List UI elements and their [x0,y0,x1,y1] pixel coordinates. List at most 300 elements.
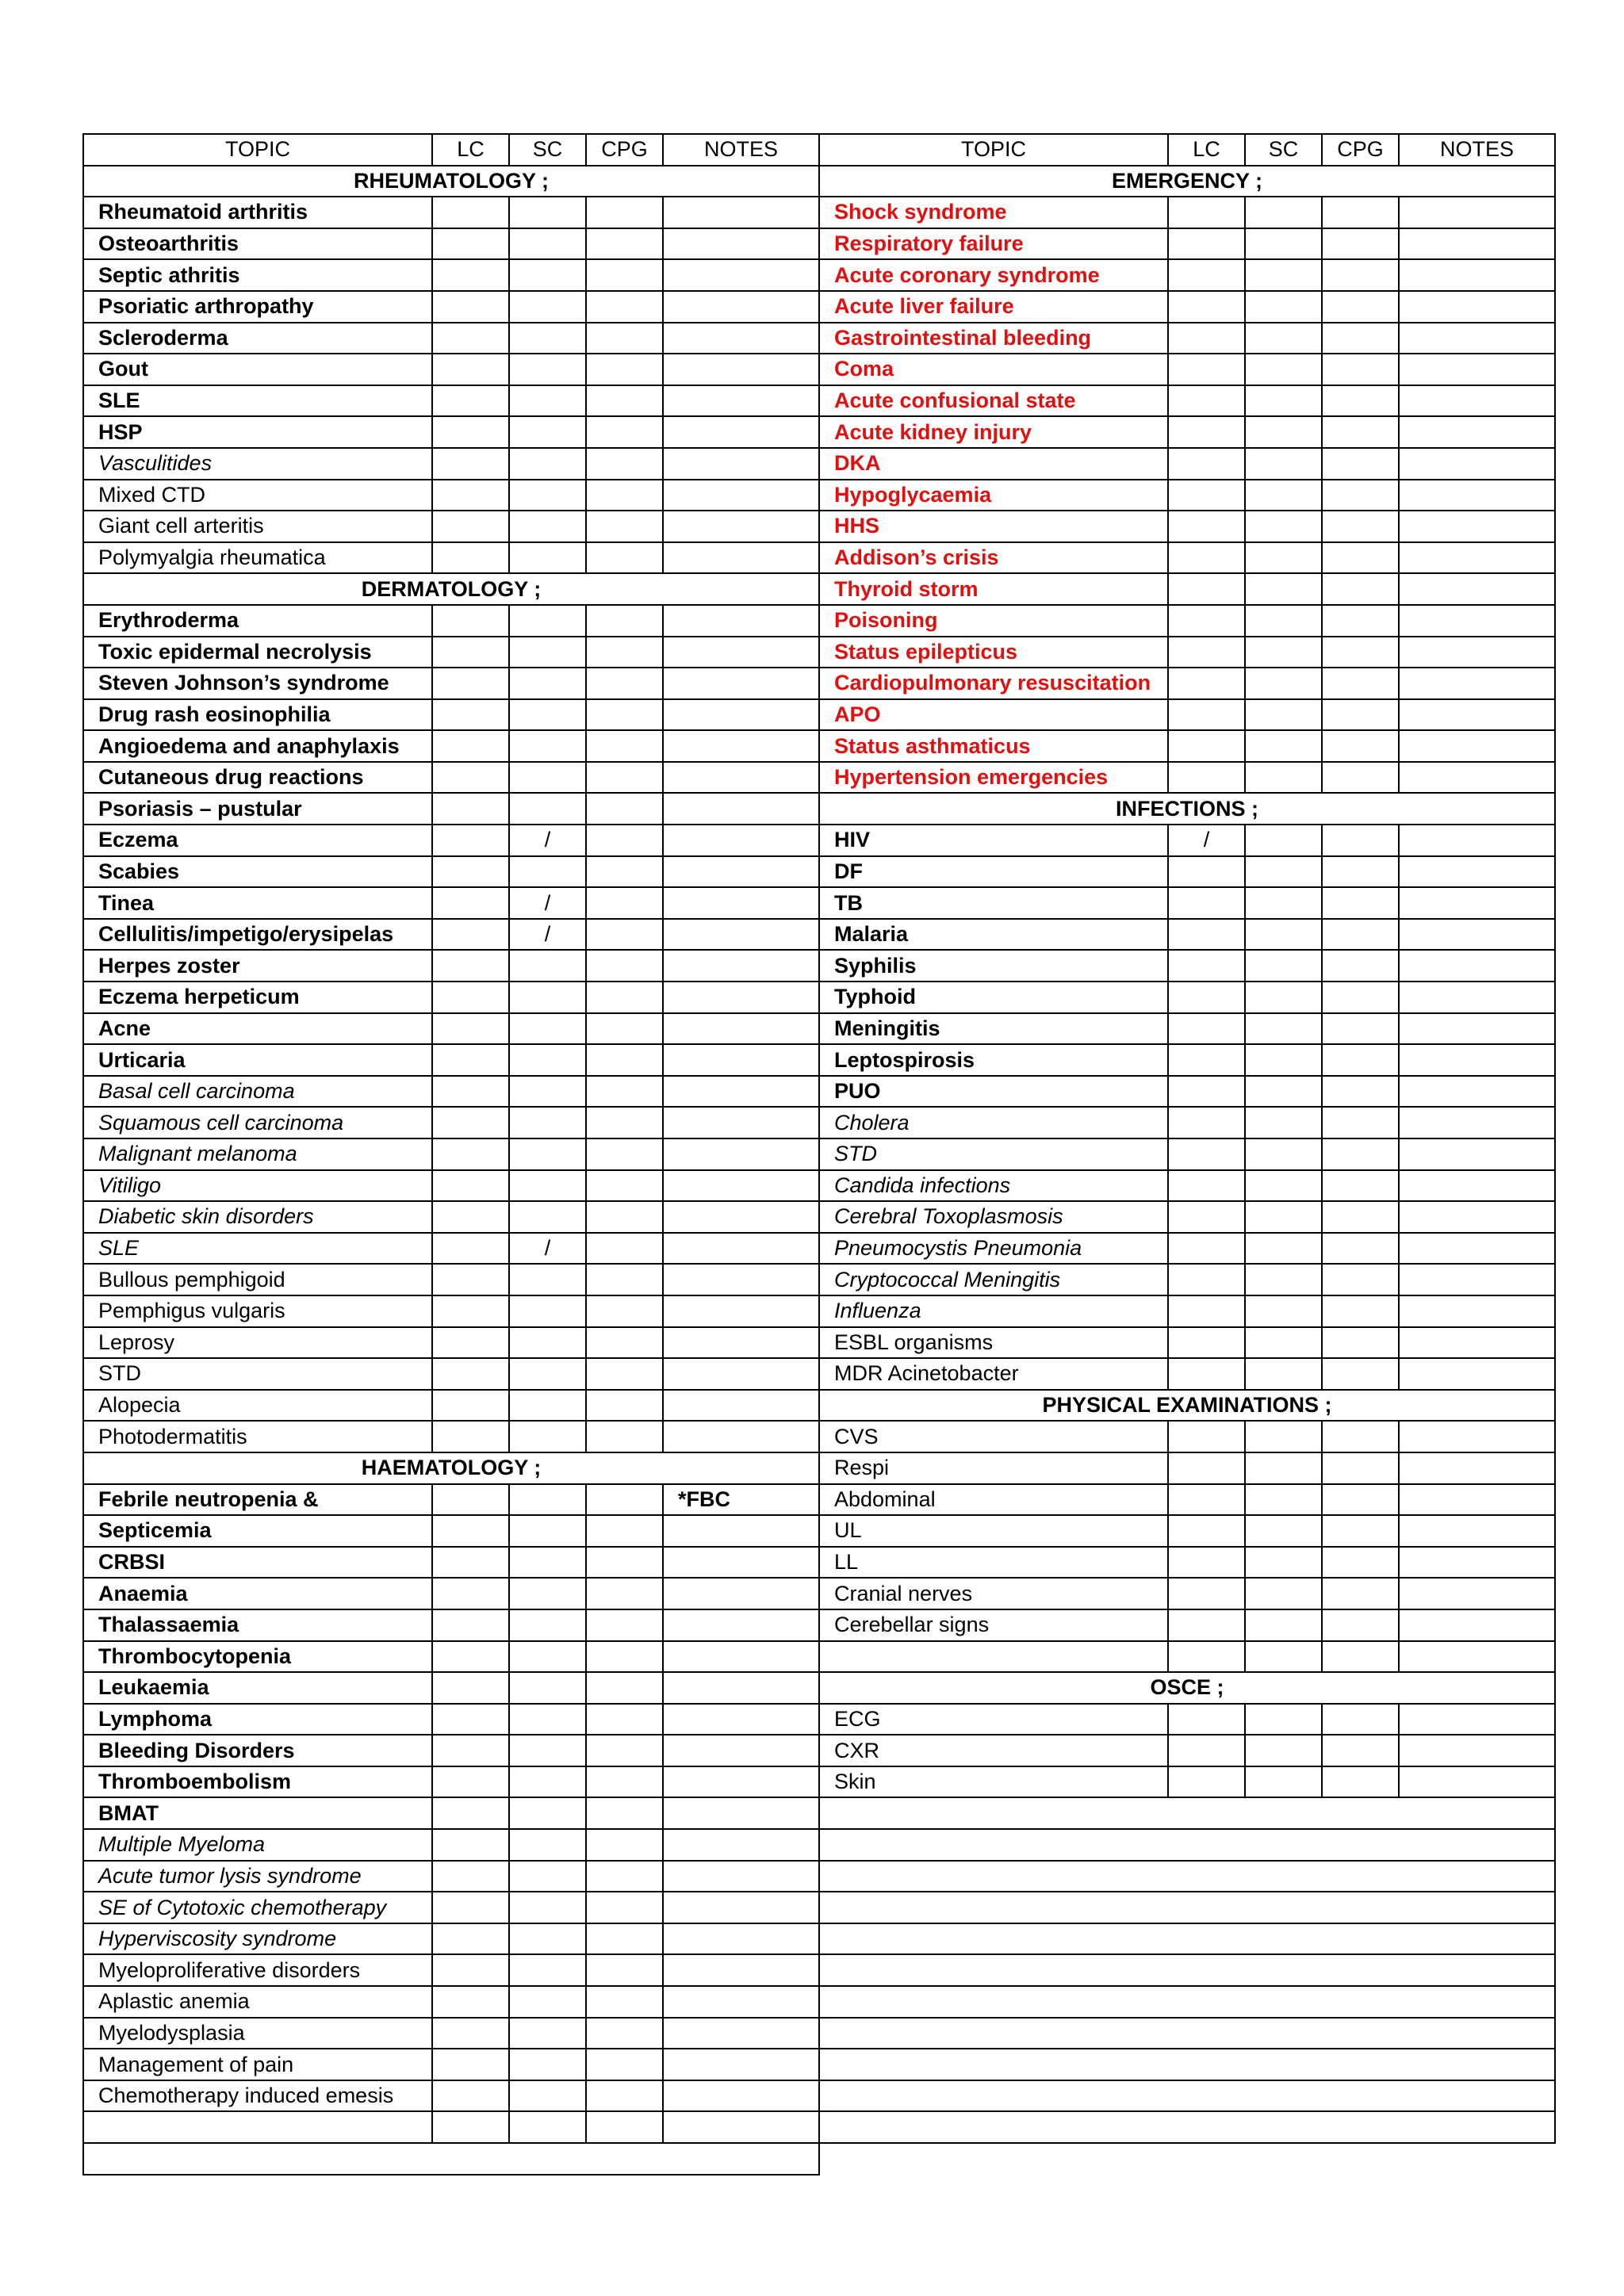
cpg-checkbox-cell-left[interactable] [586,291,663,323]
cpg-checkbox-cell-right[interactable] [1322,1452,1399,1484]
cpg-checkbox-cell-left[interactable] [586,605,663,637]
cpg-checkbox-cell-right[interactable] [1322,1044,1399,1076]
lc-checkbox-cell-right[interactable] [1168,573,1245,605]
lc-checkbox-cell-left[interactable] [432,762,509,794]
notes-cell-right[interactable] [1399,762,1555,794]
notes-cell-left[interactable] [663,1107,819,1138]
cpg-checkbox-cell-right[interactable] [1322,1264,1399,1295]
cpg-checkbox-cell-right[interactable] [1322,1138,1399,1170]
sc-checkbox-cell-left[interactable] [509,2049,586,2080]
lc-checkbox-cell-right[interactable] [1168,416,1245,448]
sc-checkbox-cell-left[interactable]: / [509,825,586,856]
sc-checkbox-cell-left[interactable] [509,1954,586,1986]
sc-checkbox-cell-left[interactable] [509,1076,586,1108]
notes-cell-left[interactable] [663,259,819,291]
notes-cell-left[interactable] [663,730,819,762]
lc-checkbox-cell-right[interactable] [1168,1452,1245,1484]
sc-checkbox-cell-right[interactable] [1245,1107,1322,1138]
notes-cell-left[interactable]: *FBC [663,1484,819,1516]
sc-checkbox-cell-right[interactable] [1245,573,1322,605]
cpg-checkbox-cell-left[interactable] [586,950,663,982]
sc-checkbox-cell-left[interactable] [509,1515,586,1547]
sc-checkbox-cell-left[interactable] [509,950,586,982]
sc-checkbox-cell-left[interactable] [509,605,586,637]
sc-checkbox-cell-left[interactable] [509,480,586,511]
notes-cell-right[interactable] [1399,1484,1555,1516]
cpg-checkbox-cell-left[interactable] [586,825,663,856]
sc-checkbox-cell-right[interactable] [1245,699,1322,731]
sc-checkbox-cell-left[interactable] [509,730,586,762]
notes-cell-left[interactable] [663,1797,819,1829]
lc-checkbox-cell-left[interactable] [432,448,509,480]
sc-checkbox-cell-right[interactable] [1245,1358,1322,1390]
lc-checkbox-cell-left[interactable] [432,1233,509,1265]
sc-checkbox-cell-left[interactable] [509,699,586,731]
notes-cell-left[interactable] [663,2018,819,2049]
notes-cell-left[interactable] [663,354,819,385]
sc-checkbox-cell-left[interactable] [509,1390,586,1422]
sc-checkbox-cell-left[interactable] [509,416,586,448]
sc-checkbox-cell-right[interactable] [1245,856,1322,888]
cpg-checkbox-cell-right[interactable] [1322,385,1399,417]
notes-cell-right[interactable] [1399,511,1555,542]
notes-cell-right[interactable] [1399,228,1555,260]
cpg-checkbox-cell-left[interactable] [586,1484,663,1516]
lc-checkbox-cell-left[interactable] [432,480,509,511]
notes-cell-right[interactable] [1399,1107,1555,1138]
lc-checkbox-cell-right[interactable] [1168,1264,1245,1295]
notes-cell-left[interactable] [663,1138,819,1170]
sc-checkbox-cell-left[interactable] [509,1013,586,1045]
cpg-checkbox-cell-right[interactable] [1322,1704,1399,1735]
cpg-checkbox-cell-right[interactable] [1322,699,1399,731]
notes-cell-left[interactable] [663,385,819,417]
lc-checkbox-cell-left[interactable] [432,1107,509,1138]
notes-cell-right[interactable] [1399,919,1555,951]
sc-checkbox-cell-right[interactable] [1245,1201,1322,1233]
lc-checkbox-cell-left[interactable] [432,1013,509,1045]
sc-checkbox-cell-right[interactable] [1245,1735,1322,1766]
lc-checkbox-cell-right[interactable] [1168,1107,1245,1138]
sc-checkbox-cell-left[interactable] [509,1578,586,1609]
sc-checkbox-cell-right[interactable] [1245,1484,1322,1516]
cpg-checkbox-cell-right[interactable] [1322,448,1399,480]
sc-checkbox-cell-left[interactable] [509,1547,586,1578]
cpg-checkbox-cell-right[interactable] [1322,1076,1399,1108]
sc-checkbox-cell-right[interactable] [1245,259,1322,291]
lc-checkbox-cell-right[interactable] [1168,1170,1245,1202]
lc-checkbox-cell-right[interactable] [1168,1076,1245,1108]
cpg-checkbox-cell-left[interactable] [586,1515,663,1547]
lc-checkbox-cell-right[interactable] [1168,1138,1245,1170]
sc-checkbox-cell-left[interactable] [509,1484,586,1516]
sc-checkbox-cell-left[interactable] [509,2111,586,2143]
lc-checkbox-cell-left[interactable] [432,1766,509,1798]
cpg-checkbox-cell-left[interactable] [586,730,663,762]
cpg-checkbox-cell-left[interactable] [586,1390,663,1422]
notes-cell-right[interactable] [1399,197,1555,228]
notes-cell-right[interactable] [1399,1201,1555,1233]
lc-checkbox-cell-left[interactable] [432,887,509,919]
notes-cell-left[interactable] [663,637,819,668]
notes-cell-left[interactable] [663,1515,819,1547]
sc-checkbox-cell-right[interactable] [1245,1044,1322,1076]
sc-checkbox-cell-right[interactable] [1245,1452,1322,1484]
notes-cell-left[interactable] [663,762,819,794]
sc-checkbox-cell-left[interactable] [509,1327,586,1359]
cpg-checkbox-cell-right[interactable] [1322,323,1399,354]
sc-checkbox-cell-left[interactable] [509,1861,586,1892]
sc-checkbox-cell-right[interactable] [1245,416,1322,448]
notes-cell-left[interactable] [663,793,819,825]
cpg-checkbox-cell-left[interactable] [586,1013,663,1045]
sc-checkbox-cell-right[interactable] [1245,637,1322,668]
lc-checkbox-cell-left[interactable] [432,1892,509,1923]
sc-checkbox-cell-right[interactable] [1245,385,1322,417]
sc-checkbox-cell-right[interactable] [1245,762,1322,794]
sc-checkbox-cell-right[interactable] [1245,1766,1322,1798]
sc-checkbox-cell-right[interactable] [1245,197,1322,228]
sc-checkbox-cell-right[interactable] [1245,825,1322,856]
lc-checkbox-cell-right[interactable] [1168,1641,1245,1673]
cpg-checkbox-cell-right[interactable] [1322,197,1399,228]
cpg-checkbox-cell-right[interactable] [1322,1233,1399,1265]
sc-checkbox-cell-left[interactable] [509,1986,586,2018]
sc-checkbox-cell-left[interactable] [509,1044,586,1076]
notes-cell-left[interactable] [663,1861,819,1892]
lc-checkbox-cell-left[interactable] [432,1264,509,1295]
sc-checkbox-cell-left[interactable] [509,1704,586,1735]
cpg-checkbox-cell-left[interactable] [586,919,663,951]
notes-cell-left[interactable] [663,323,819,354]
notes-cell-right[interactable] [1399,950,1555,982]
sc-checkbox-cell-left[interactable] [509,228,586,260]
cpg-checkbox-cell-right[interactable] [1322,637,1399,668]
cpg-checkbox-cell-right[interactable] [1322,511,1399,542]
notes-cell-right[interactable] [1399,448,1555,480]
notes-cell-left[interactable] [663,1735,819,1766]
cpg-checkbox-cell-right[interactable] [1322,825,1399,856]
lc-checkbox-cell-right[interactable] [1168,1609,1245,1641]
notes-cell-left[interactable] [663,1358,819,1390]
sc-checkbox-cell-left[interactable] [509,259,586,291]
notes-cell-left[interactable] [663,2080,819,2112]
sc-checkbox-cell-right[interactable] [1245,1327,1322,1359]
notes-cell-left[interactable] [663,1672,819,1704]
sc-checkbox-cell-left[interactable] [509,542,586,574]
cpg-checkbox-cell-left[interactable] [586,354,663,385]
sc-checkbox-cell-left[interactable] [509,1766,586,1798]
notes-cell-left[interactable] [663,1578,819,1609]
notes-cell-right[interactable] [1399,1547,1555,1578]
lc-checkbox-cell-left[interactable] [432,856,509,888]
sc-checkbox-cell-left[interactable] [509,1641,586,1673]
notes-cell-left[interactable] [663,228,819,260]
cpg-checkbox-cell-left[interactable] [586,1797,663,1829]
cpg-checkbox-cell-right[interactable] [1322,982,1399,1013]
notes-cell-right[interactable] [1399,1609,1555,1641]
notes-cell-left[interactable] [663,2111,819,2143]
lc-checkbox-cell-left[interactable] [432,1138,509,1170]
notes-cell-right[interactable] [1399,1704,1555,1735]
notes-cell-left[interactable] [663,1390,819,1422]
sc-checkbox-cell-left[interactable] [509,511,586,542]
lc-checkbox-cell-left[interactable] [432,2018,509,2049]
lc-checkbox-cell-right[interactable] [1168,448,1245,480]
lc-checkbox-cell-right[interactable] [1168,542,1245,574]
notes-cell-left[interactable] [663,1264,819,1295]
lc-checkbox-cell-left[interactable] [432,730,509,762]
cpg-checkbox-cell-left[interactable] [586,1547,663,1578]
sc-checkbox-cell-right[interactable] [1245,511,1322,542]
sc-checkbox-cell-left[interactable] [509,197,586,228]
sc-checkbox-cell-right[interactable] [1245,605,1322,637]
lc-checkbox-cell-right[interactable] [1168,1547,1245,1578]
lc-checkbox-cell-left[interactable] [432,1578,509,1609]
notes-cell-left[interactable] [663,2049,819,2080]
cpg-checkbox-cell-left[interactable] [586,542,663,574]
cpg-checkbox-cell-left[interactable] [586,1923,663,1955]
cpg-checkbox-cell-right[interactable] [1322,605,1399,637]
cpg-checkbox-cell-left[interactable] [586,1170,663,1202]
lc-checkbox-cell-left[interactable] [432,825,509,856]
cpg-checkbox-cell-left[interactable] [586,1735,663,1766]
cpg-checkbox-cell-left[interactable] [586,1578,663,1609]
notes-cell-right[interactable] [1399,291,1555,323]
sc-checkbox-cell-right[interactable] [1245,448,1322,480]
cpg-checkbox-cell-left[interactable] [586,1986,663,2018]
sc-checkbox-cell-right[interactable] [1245,1264,1322,1295]
notes-cell-left[interactable] [663,291,819,323]
sc-checkbox-cell-left[interactable] [509,762,586,794]
cpg-checkbox-cell-left[interactable] [586,2018,663,2049]
cpg-checkbox-cell-right[interactable] [1322,1295,1399,1327]
sc-checkbox-cell-left[interactable] [509,323,586,354]
sc-checkbox-cell-left[interactable] [509,1358,586,1390]
notes-cell-left[interactable] [663,1170,819,1202]
lc-checkbox-cell-left[interactable] [432,950,509,982]
sc-checkbox-cell-left[interactable] [509,1797,586,1829]
notes-cell-right[interactable] [1399,259,1555,291]
sc-checkbox-cell-left[interactable]: / [509,919,586,951]
cpg-checkbox-cell-left[interactable] [586,1044,663,1076]
cpg-checkbox-cell-left[interactable] [586,699,663,731]
sc-checkbox-cell-left[interactable] [509,1672,586,1704]
lc-checkbox-cell-right[interactable] [1168,1766,1245,1798]
sc-checkbox-cell-right[interactable] [1245,480,1322,511]
cpg-checkbox-cell-right[interactable] [1322,259,1399,291]
cpg-checkbox-cell-left[interactable] [586,1295,663,1327]
notes-cell-left[interactable] [663,1766,819,1798]
lc-checkbox-cell-right[interactable] [1168,228,1245,260]
lc-checkbox-cell-right[interactable] [1168,699,1245,731]
lc-checkbox-cell-left[interactable] [432,1421,509,1452]
cpg-checkbox-cell-right[interactable] [1322,1735,1399,1766]
cpg-checkbox-cell-right[interactable] [1322,1609,1399,1641]
lc-checkbox-cell-left[interactable] [432,1954,509,1986]
sc-checkbox-cell-left[interactable] [509,668,586,699]
sc-checkbox-cell-left[interactable] [509,2080,586,2112]
cpg-checkbox-cell-left[interactable] [586,228,663,260]
notes-cell-left[interactable] [663,825,819,856]
lc-checkbox-cell-left[interactable] [432,1829,509,1861]
cpg-checkbox-cell-right[interactable] [1322,1327,1399,1359]
lc-checkbox-cell-left[interactable] [432,1609,509,1641]
notes-cell-right[interactable] [1399,1735,1555,1766]
lc-checkbox-cell-left[interactable] [432,1295,509,1327]
sc-checkbox-cell-left[interactable] [509,1295,586,1327]
sc-checkbox-cell-left[interactable] [509,1138,586,1170]
sc-checkbox-cell-right[interactable] [1245,668,1322,699]
lc-checkbox-cell-right[interactable] [1168,1515,1245,1547]
lc-checkbox-cell-right[interactable] [1168,197,1245,228]
notes-cell-left[interactable] [663,1421,819,1452]
lc-checkbox-cell-left[interactable] [432,668,509,699]
cpg-checkbox-cell-right[interactable] [1322,480,1399,511]
sc-checkbox-cell-left[interactable] [509,1264,586,1295]
cpg-checkbox-cell-left[interactable] [586,416,663,448]
lc-checkbox-cell-right[interactable] [1168,1201,1245,1233]
notes-cell-right[interactable] [1399,323,1555,354]
lc-checkbox-cell-left[interactable] [432,2080,509,2112]
notes-cell-right[interactable] [1399,1421,1555,1452]
cpg-checkbox-cell-left[interactable] [586,323,663,354]
sc-checkbox-cell-right[interactable] [1245,1578,1322,1609]
lc-checkbox-cell-left[interactable] [432,1170,509,1202]
lc-checkbox-cell-right[interactable] [1168,982,1245,1013]
sc-checkbox-cell-right[interactable] [1245,291,1322,323]
lc-checkbox-cell-left[interactable] [432,919,509,951]
cpg-checkbox-cell-left[interactable] [586,1609,663,1641]
cpg-checkbox-cell-left[interactable] [586,1704,663,1735]
lc-checkbox-cell-left[interactable] [432,323,509,354]
cpg-checkbox-cell-right[interactable] [1322,1421,1399,1452]
lc-checkbox-cell-right[interactable] [1168,291,1245,323]
sc-checkbox-cell-right[interactable] [1245,1609,1322,1641]
lc-checkbox-cell-left[interactable] [432,1076,509,1108]
lc-checkbox-cell-left[interactable] [432,2049,509,2080]
notes-cell-left[interactable] [663,197,819,228]
notes-cell-right[interactable] [1399,573,1555,605]
notes-cell-right[interactable] [1399,637,1555,668]
lc-checkbox-cell-left[interactable] [432,637,509,668]
cpg-checkbox-cell-left[interactable] [586,1138,663,1170]
sc-checkbox-cell-right[interactable] [1245,887,1322,919]
cpg-checkbox-cell-left[interactable] [586,856,663,888]
lc-checkbox-cell-right[interactable] [1168,511,1245,542]
lc-checkbox-cell-left[interactable] [432,1201,509,1233]
notes-cell-right[interactable] [1399,1044,1555,1076]
sc-checkbox-cell-right[interactable] [1245,1295,1322,1327]
cpg-checkbox-cell-right[interactable] [1322,668,1399,699]
sc-checkbox-cell-right[interactable] [1245,228,1322,260]
sc-checkbox-cell-left[interactable] [509,1829,586,1861]
lc-checkbox-cell-left[interactable] [432,1484,509,1516]
notes-cell-left[interactable] [663,699,819,731]
notes-cell-right[interactable] [1399,1233,1555,1265]
sc-checkbox-cell-left[interactable] [509,1892,586,1923]
notes-cell-left[interactable] [663,1829,819,1861]
cpg-checkbox-cell-right[interactable] [1322,856,1399,888]
lc-checkbox-cell-right[interactable]: / [1168,825,1245,856]
cpg-checkbox-cell-right[interactable] [1322,228,1399,260]
lc-checkbox-cell-left[interactable] [432,1641,509,1673]
cpg-checkbox-cell-left[interactable] [586,668,663,699]
lc-checkbox-cell-right[interactable] [1168,1295,1245,1327]
notes-cell-right[interactable] [1399,1327,1555,1359]
sc-checkbox-cell-left[interactable] [509,385,586,417]
cpg-checkbox-cell-right[interactable] [1322,291,1399,323]
cpg-checkbox-cell-left[interactable] [586,1201,663,1233]
lc-checkbox-cell-right[interactable] [1168,1233,1245,1265]
cpg-checkbox-cell-left[interactable] [586,1421,663,1452]
notes-cell-left[interactable] [663,1923,819,1955]
lc-checkbox-cell-left[interactable] [432,354,509,385]
lc-checkbox-cell-right[interactable] [1168,354,1245,385]
sc-checkbox-cell-left[interactable] [509,1107,586,1138]
notes-cell-left[interactable] [663,448,819,480]
notes-cell-left[interactable] [663,1233,819,1265]
lc-checkbox-cell-left[interactable] [432,1735,509,1766]
notes-cell-right[interactable] [1399,1170,1555,1202]
sc-checkbox-cell-left[interactable] [509,856,586,888]
cpg-checkbox-cell-right[interactable] [1322,1578,1399,1609]
notes-cell-right[interactable] [1399,354,1555,385]
sc-checkbox-cell-left[interactable] [509,1421,586,1452]
sc-checkbox-cell-left[interactable] [509,1170,586,1202]
notes-cell-left[interactable] [663,511,819,542]
cpg-checkbox-cell-right[interactable] [1322,1641,1399,1673]
sc-checkbox-cell-right[interactable] [1245,1138,1322,1170]
sc-checkbox-cell-left[interactable] [509,354,586,385]
notes-cell-right[interactable] [1399,542,1555,574]
notes-cell-right[interactable] [1399,887,1555,919]
lc-checkbox-cell-left[interactable] [432,1390,509,1422]
notes-cell-left[interactable] [663,1201,819,1233]
cpg-checkbox-cell-right[interactable] [1322,416,1399,448]
lc-checkbox-cell-right[interactable] [1168,1578,1245,1609]
sc-checkbox-cell-right[interactable] [1245,1170,1322,1202]
lc-checkbox-cell-left[interactable] [432,1327,509,1359]
sc-checkbox-cell-right[interactable] [1245,730,1322,762]
sc-checkbox-cell-right[interactable] [1245,1547,1322,1578]
notes-cell-right[interactable] [1399,1138,1555,1170]
cpg-checkbox-cell-left[interactable] [586,480,663,511]
sc-checkbox-cell-left[interactable] [509,1609,586,1641]
notes-cell-left[interactable] [663,919,819,951]
cpg-checkbox-cell-left[interactable] [586,2049,663,2080]
notes-cell-left[interactable] [663,1986,819,2018]
cpg-checkbox-cell-left[interactable] [586,1264,663,1295]
notes-cell-left[interactable] [663,1044,819,1076]
notes-cell-right[interactable] [1399,1264,1555,1295]
cpg-checkbox-cell-right[interactable] [1322,919,1399,951]
cpg-checkbox-cell-right[interactable] [1322,950,1399,982]
cpg-checkbox-cell-left[interactable] [586,1358,663,1390]
sc-checkbox-cell-right[interactable] [1245,323,1322,354]
lc-checkbox-cell-right[interactable] [1168,1484,1245,1516]
sc-checkbox-cell-left[interactable] [509,793,586,825]
lc-checkbox-cell-right[interactable] [1168,1044,1245,1076]
lc-checkbox-cell-left[interactable] [432,291,509,323]
lc-checkbox-cell-right[interactable] [1168,1735,1245,1766]
cpg-checkbox-cell-right[interactable] [1322,1547,1399,1578]
lc-checkbox-cell-right[interactable] [1168,1013,1245,1045]
lc-checkbox-cell-left[interactable] [432,1044,509,1076]
sc-checkbox-cell-left[interactable] [509,291,586,323]
sc-checkbox-cell-right[interactable] [1245,1421,1322,1452]
cpg-checkbox-cell-right[interactable] [1322,573,1399,605]
